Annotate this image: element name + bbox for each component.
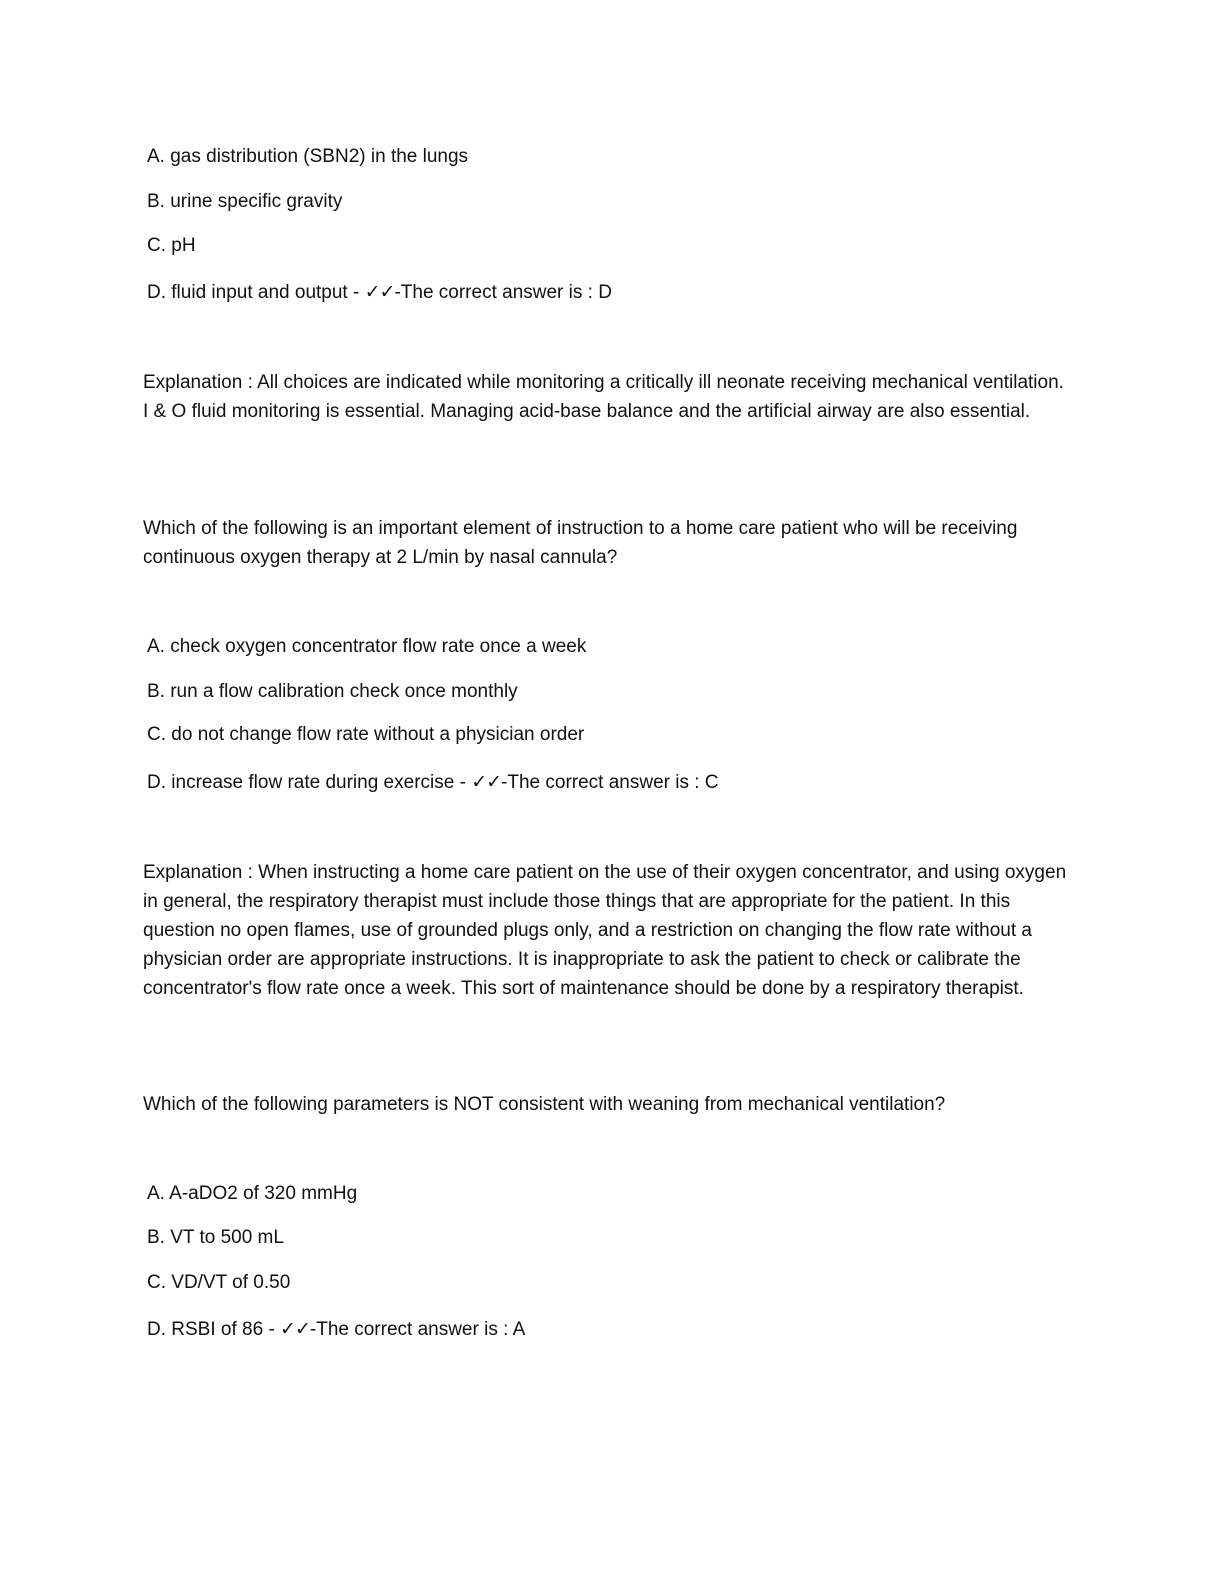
q3-option-c: C. VD/VT of 0.50: [147, 1272, 291, 1293]
q2-option-c: C. do not change flow rate without a physician order: [147, 724, 585, 745]
q3-option-d: [147, 1315, 525, 1344]
q1-option-a: A. gas distribution (SBN2) in the lungs: [147, 146, 469, 167]
q1-option-d-text: D. fluid input and output -: [147, 282, 365, 303]
q3-option-d-text: D. RSBI of 86 -: [147, 1319, 281, 1340]
q1-explanation: Explanation : All choices are indicated while monitoring a critically ill neonate receiving mechanical ventilation. I & O fluid monitoring is essential. Managing acid-base balance and the artificial airway are also essential.: [143, 372, 1064, 422]
q2-option-d: [147, 768, 719, 797]
q1-option-b: B. urine specific gravity: [147, 191, 343, 212]
q3-question: Which of the following parameters is NOT consistent with weaning from mechanical ventilation?: [143, 1094, 946, 1115]
checkmark-icon: ✓✓: [471, 772, 502, 793]
q2-answer: -The correct answer is : C: [501, 772, 719, 793]
checkmark-icon: ✓✓: [364, 282, 395, 303]
q2-option-d-text: D. increase flow rate during exercise -: [147, 772, 472, 793]
q1-option-c: C. pH: [147, 235, 196, 256]
q1-answer: -The correct answer is : D: [394, 282, 612, 303]
q2-explanation: Explanation : When instructing a home care patient on the use of their oxygen concentrator, and using oxygen in general, the respiratory therapist must include those things that are appropriate for the patient. In this question no open flames, use of grounded plugs only, and a restriction on changing the flow rate without a physician order are appropriate instructions. It is inappropriate to ask the patient to check or calibrate the concentrator's flow rate once a week. This sort of maintenance should be done by a respiratory therapist.: [143, 862, 1067, 999]
q2-option-b: B. run a flow calibration check once monthly: [147, 681, 518, 702]
q1-option-d: [147, 278, 612, 307]
q3-answer: -The correct answer is : A: [309, 1319, 526, 1340]
checkmark-icon: ✓✓: [280, 1319, 310, 1340]
q3-option-b: B. VT to 500 mL: [147, 1227, 284, 1248]
q2-question: Which of the following is an important element of instruction to a home care patient who will be receiving continuous oxygen therapy at 2 L/min by nasal cannula?: [143, 518, 1018, 568]
q2-option-a: A. check oxygen concentrator flow rate once a week: [147, 636, 587, 657]
q3-option-a: A. A-aDO2 of 320 mmHg: [147, 1183, 358, 1204]
